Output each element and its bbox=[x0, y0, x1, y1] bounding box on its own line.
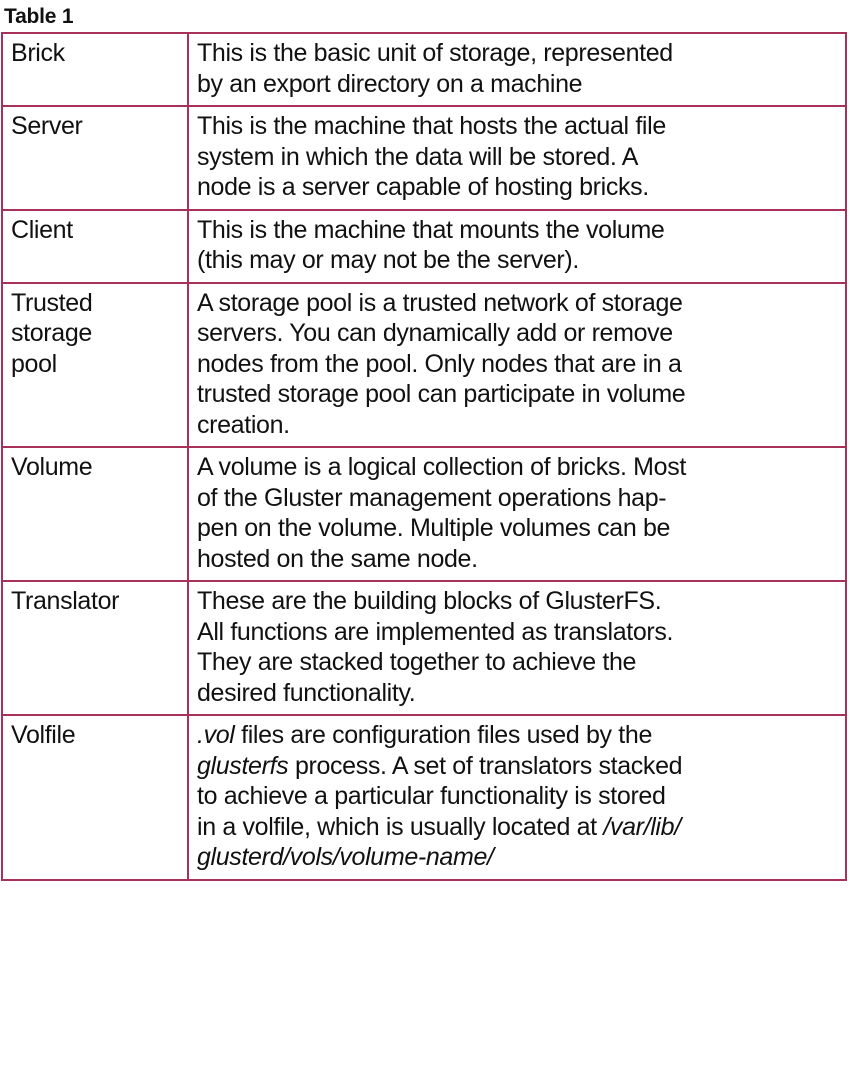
definition-text: files are configuration files used by the bbox=[234, 721, 653, 749]
definition-line bbox=[197, 142, 837, 173]
definition-line bbox=[197, 720, 837, 751]
definition-cell bbox=[188, 715, 846, 880]
term-line: pool bbox=[11, 349, 57, 378]
definition-emphasis: glusterfs bbox=[197, 751, 289, 780]
term-line: storage bbox=[11, 319, 92, 347]
term-cell bbox=[2, 283, 188, 448]
definition-text: They are stacked together to achieve the bbox=[197, 648, 637, 676]
definition-line bbox=[197, 349, 837, 380]
table-caption: Table 1 bbox=[4, 5, 74, 28]
definition-line bbox=[197, 617, 837, 648]
definition-text: node is a server capable of hosting bricks. bbox=[197, 173, 649, 201]
term-line: Client bbox=[11, 215, 73, 244]
definition-line bbox=[197, 678, 837, 709]
definition-cell bbox=[188, 581, 846, 715]
term-cell bbox=[2, 715, 188, 880]
definition-line bbox=[197, 751, 837, 782]
definition-text: pen on the volume. Multiple volumes can be bbox=[197, 514, 671, 542]
definition-text: This is the machine that hosts the actual file bbox=[197, 112, 666, 140]
definition-line bbox=[197, 245, 837, 276]
definition-line bbox=[197, 544, 837, 575]
table-row bbox=[2, 33, 846, 106]
definition-line bbox=[197, 812, 837, 843]
table-row bbox=[2, 715, 846, 880]
definition-line bbox=[197, 647, 837, 678]
definition-text: (this may or may not be the server). bbox=[197, 246, 579, 274]
glossary-table-body bbox=[2, 33, 846, 880]
definition-cell bbox=[188, 33, 846, 106]
table-row bbox=[2, 106, 846, 210]
term-cell bbox=[2, 106, 188, 210]
definition-text: in a volfile, which is usually located at bbox=[197, 812, 604, 841]
definition-emphasis: /var/lib/ bbox=[603, 812, 681, 841]
term-cell bbox=[2, 210, 188, 283]
term-cell bbox=[2, 581, 188, 715]
table-row bbox=[2, 283, 846, 448]
term-line: Translator bbox=[11, 587, 120, 615]
definition-line bbox=[197, 379, 837, 410]
term-line: Trusted bbox=[11, 288, 93, 317]
definition-line bbox=[197, 215, 837, 246]
definition-text: system in which the data will be stored. A bbox=[197, 142, 639, 171]
definition-text: These are the building blocks of GlusterFS. bbox=[197, 587, 662, 615]
definition-cell bbox=[188, 447, 846, 581]
definition-cell bbox=[188, 210, 846, 283]
definition-cell bbox=[188, 283, 846, 448]
definition-line bbox=[197, 781, 837, 812]
definition-line bbox=[197, 842, 837, 873]
definition-line bbox=[197, 318, 837, 349]
definition-line bbox=[197, 483, 837, 514]
definition-line bbox=[197, 38, 837, 69]
term-cell bbox=[2, 447, 188, 581]
definition-text: trusted storage pool can participate in volume bbox=[197, 380, 686, 408]
term-cell bbox=[2, 33, 188, 106]
table-row bbox=[2, 581, 846, 715]
definition-text: All functions are implemented as translators. bbox=[197, 617, 674, 646]
table-row bbox=[2, 447, 846, 581]
definition-text: nodes from the pool. Only nodes that are in a bbox=[197, 349, 682, 378]
definition-line bbox=[197, 69, 837, 100]
definition-line bbox=[197, 172, 837, 203]
definition-emphasis: glusterd/vols/volume-name/ bbox=[197, 843, 494, 871]
definition-text: A storage pool is a trusted network of storage bbox=[197, 288, 683, 317]
term-line: Brick bbox=[11, 39, 65, 67]
definition-line bbox=[197, 452, 837, 483]
definition-emphasis: .vol bbox=[197, 721, 235, 749]
definition-text: This is the basic unit of storage, represented bbox=[197, 39, 673, 67]
definition-text: by an export directory on a machine bbox=[197, 69, 583, 98]
glossary-table bbox=[1, 32, 847, 881]
definition-line bbox=[197, 111, 837, 142]
definition-text: hosted on the same node. bbox=[197, 544, 478, 573]
definition-line bbox=[197, 513, 837, 544]
definition-text: servers. You can dynamically add or remove bbox=[197, 319, 673, 347]
definition-line bbox=[197, 586, 837, 617]
definition-text: desired functionality. bbox=[197, 678, 416, 707]
definition-text: to achieve a particular functionality is stored bbox=[197, 782, 666, 810]
definition-text: creation. bbox=[197, 410, 290, 439]
definition-line bbox=[197, 410, 837, 441]
term-line: Server bbox=[11, 112, 83, 140]
term-line: Volfile bbox=[11, 721, 76, 749]
term-line: Volume bbox=[11, 453, 93, 481]
definition-text: process. A set of translators stacked bbox=[288, 751, 683, 780]
definition-text: A volume is a logical collection of bricks. Most bbox=[197, 453, 686, 481]
definition-text: This is the machine that mounts the volume bbox=[197, 215, 665, 244]
definition-cell bbox=[188, 106, 846, 210]
table-row bbox=[2, 210, 846, 283]
definition-line bbox=[197, 288, 837, 319]
definition-text: of the Gluster management operations hap- bbox=[197, 483, 667, 512]
